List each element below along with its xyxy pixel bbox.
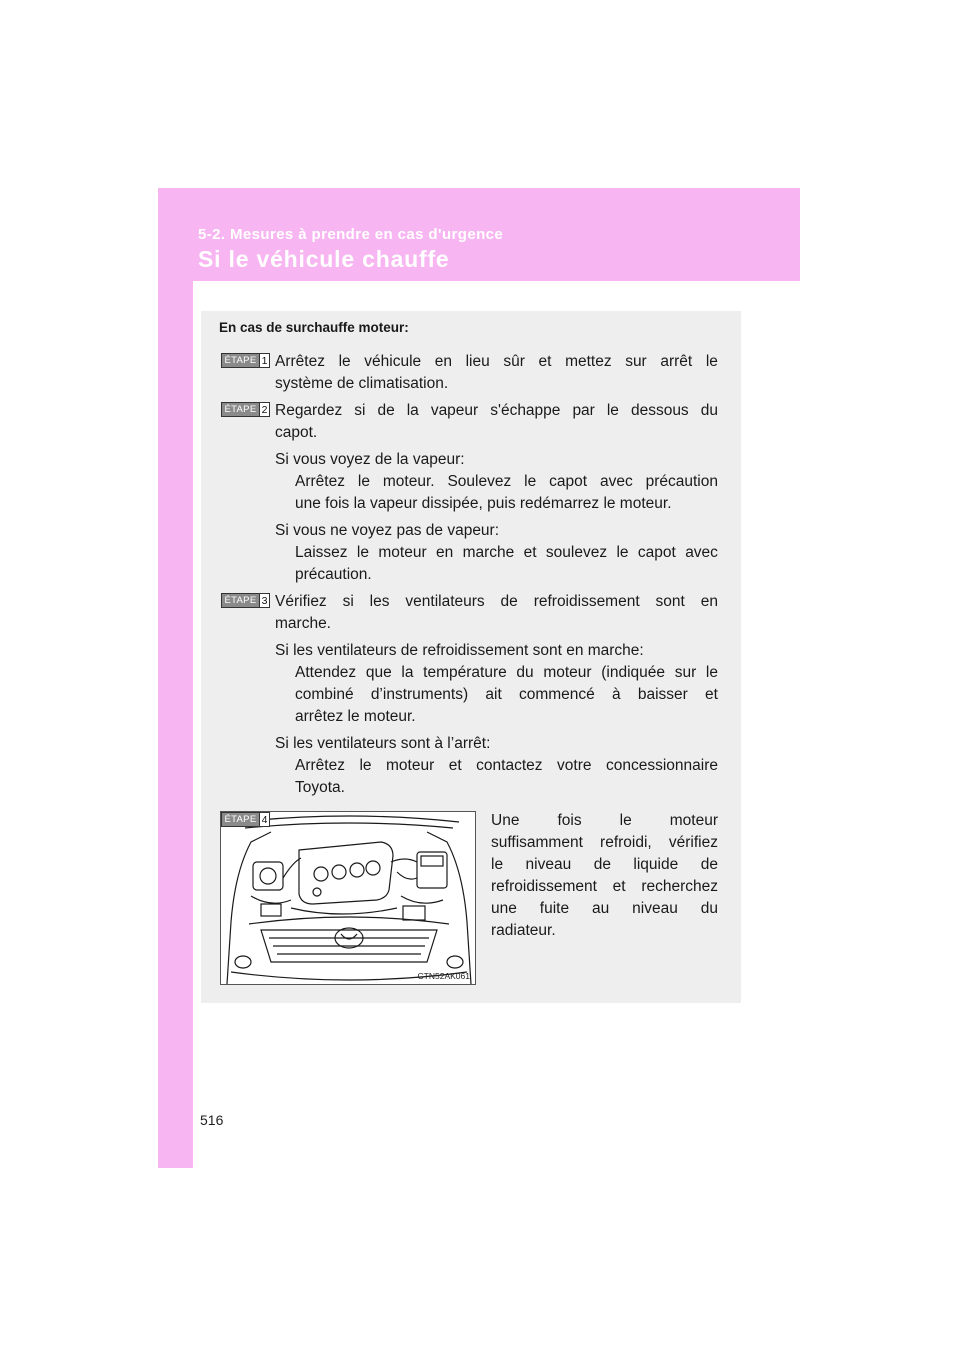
figure-code: CTN52AK061 bbox=[417, 971, 470, 981]
step-3-fans-on-line-3: arrêtez le moteur. bbox=[295, 708, 416, 725]
step-2-condition-steam: Si vous voyez de la vapeur: bbox=[275, 451, 465, 468]
step-3-fans-on-line-1: Attendez que la température du moteur (indiquée sur le bbox=[295, 664, 718, 681]
step-2-steam-line-1: Arrêtez le moteur. Soulevez le capot avec précaution bbox=[295, 473, 718, 490]
step-2-line-1: Regardez si de la vapeur s'échappe par le dessous du bbox=[275, 402, 718, 419]
step-4-line-4: refroidissement et recherchez bbox=[491, 878, 718, 895]
step-2-condition-no-steam: Si vous ne voyez pas de vapeur: bbox=[275, 522, 500, 539]
step-3-fans-off-line-2: Toyota. bbox=[295, 779, 345, 796]
step-4-line-6: radiateur. bbox=[491, 922, 556, 939]
step-4-line-2: suffisamment refroidi, vérifiez bbox=[491, 834, 718, 851]
step-3-condition-fans-on: Si les ventilateurs de refroidissement sont en marche: bbox=[275, 642, 644, 659]
step-badge-2: ÉTAPE 2 bbox=[221, 402, 270, 417]
overheat-heading: En cas de surchauffe moteur: bbox=[219, 320, 409, 335]
step-badge-4: ÉTAPE 4 bbox=[221, 812, 270, 827]
page-number: 516 bbox=[200, 1112, 224, 1128]
step-3-condition-fans-off: Si les ventilateurs sont à l’arrêt: bbox=[275, 735, 491, 752]
step-3-line-1: Vérifiez si les ventilateurs de refroidissement sont en bbox=[275, 593, 718, 610]
step-badge-3: ÉTAPE 3 bbox=[221, 593, 270, 608]
chapter-sidebar-tab bbox=[158, 188, 193, 1168]
engine-bay-drawing bbox=[221, 812, 476, 985]
step-4-line-5: une fuite au niveau du bbox=[491, 900, 718, 917]
step-badge-1: ÉTAPE 1 bbox=[221, 353, 270, 368]
step-1-line-1: Arrêtez le véhicule en lieu sûr et mettez sur arrêt le bbox=[275, 353, 718, 370]
step-3-fans-off-line-1: Arrêtez le moteur et contactez votre concessionnaire bbox=[295, 757, 718, 774]
page-title: Si le véhicule chauffe bbox=[198, 246, 450, 272]
step-4-line-3: le niveau de liquide de bbox=[491, 856, 718, 873]
step-2-no-steam-line-1: Laissez le moteur en marche et soulevez le capot avec bbox=[295, 544, 718, 561]
step-3-line-2: marche. bbox=[275, 615, 331, 632]
step-2-steam-line-2: une fois la vapeur dissipée, puis redémarrez le moteur. bbox=[295, 495, 672, 512]
step-2-line-2: capot. bbox=[275, 424, 318, 441]
step-1-line-2: système de climatisation. bbox=[275, 375, 449, 392]
step-2-no-steam-line-2: précaution. bbox=[295, 566, 372, 583]
page-header bbox=[158, 188, 800, 281]
section-label: 5-2. Mesures à prendre en cas d'urgence bbox=[198, 226, 504, 243]
step-3-fans-on-line-2: combiné d’instruments) ait commencé à baisser et bbox=[295, 686, 718, 703]
step-4-line-1: Une fois le moteur bbox=[491, 812, 718, 829]
engine-bay-illustration bbox=[220, 811, 476, 985]
